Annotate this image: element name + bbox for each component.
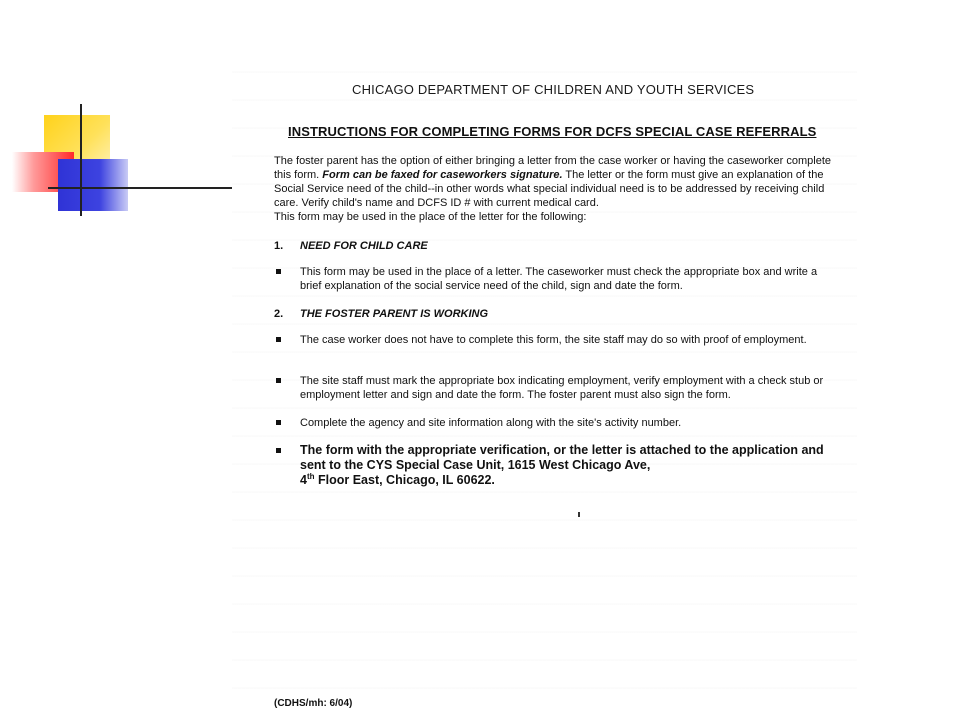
bullet-icon [276,337,281,342]
floor-number: 4 [300,473,307,487]
bullet-icon [276,420,281,425]
intro-text-2: The letter or the form must give an explanation of the Social Service need of the child--in other words what special individual need is to be addressed by receiving child care. Verify child's name and DCFS ID # with current medical card. [274,169,825,209]
scan-mark [578,512,580,517]
list-item [274,374,834,402]
intro-text-3: This form may be used in the place of the letter for the following: [274,211,587,223]
section-2-heading [274,308,488,320]
section-number: 2. [274,308,284,320]
floor-suffix: th [306,471,315,481]
submission-text [300,443,834,488]
intro-emphasis: Form can be faxed for caseworkers signature. [322,169,563,181]
list-item [274,265,834,293]
list-item [274,333,834,347]
list-item-text: The site staff must mark the appropriate box indicating employment, verify employment with a check stub or employment letter and sign and date the form. The foster parent must also sign the form. [300,375,824,401]
section-label: NEED FOR CHILD CARE [300,240,428,252]
intro-paragraph [274,154,834,224]
decorative-logo [0,0,240,230]
list-item-submission [274,443,834,488]
blue-square-shape [58,159,128,211]
list-item-text: Complete the agency and site information along with the site's activity number. [300,417,682,429]
document-title: INSTRUCTIONS FOR COMPLETING FORMS FOR DCFS SPECIAL CASE REFERRALS [288,124,817,139]
submission-line-2: Floor East, Chicago, IL 60622. [314,473,495,487]
bullet-icon [276,448,281,453]
horizontal-line [48,187,232,189]
list-item-text: This form may be used in the place of a letter. The caseworker must check the appropriate box and write a brief explanation of the social service need of the child, sign and date the form. [300,266,818,292]
section-label: THE FOSTER PARENT IS WORKING [300,308,489,320]
vertical-line [80,104,82,216]
intro-text-1: The foster parent has the option of either bringing a letter from the case worker or having the caseworker complete this form. [274,155,832,181]
document-header: CHICAGO DEPARTMENT OF CHILDREN AND YOUTH SERVICES [352,82,755,97]
scanned-document [232,50,857,715]
section-1-heading [274,240,428,252]
list-item [274,416,834,430]
submission-line-1: The form with the appropriate verification, or the letter is attached to the application and sent to the CYS Special Case Unit, 1615 West Chicago Ave, [300,443,824,472]
bullet-icon [276,378,281,383]
bullet-icon [276,269,281,274]
section-number: 1. [274,240,284,252]
document-footer: (CDHS/mh: 6/04) [274,698,353,709]
list-item-text: The case worker does not have to complete this form, the site staff may do so with proof of employment. [300,334,807,346]
